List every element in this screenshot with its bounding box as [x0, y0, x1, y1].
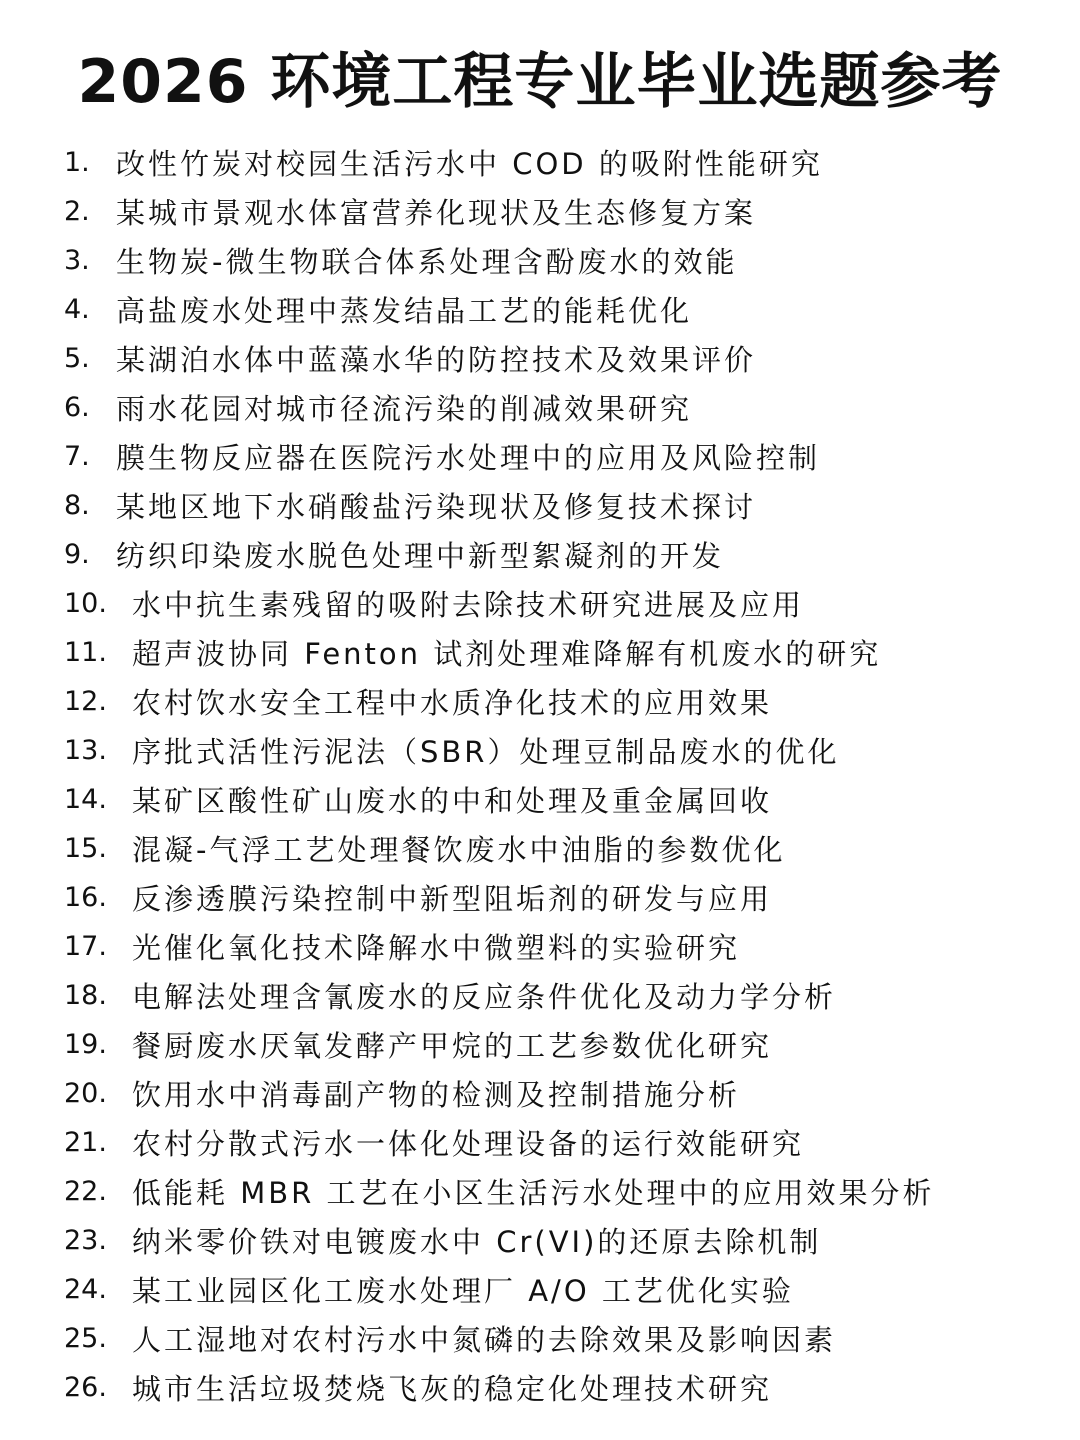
item-number: 9.: [64, 539, 90, 570]
list-item: [64, 285, 1024, 334]
page-title: 2026 环境工程专业毕业选题参考: [77, 47, 1003, 117]
item-text: 高盐废水处理中蒸发结晶工艺的能耗优化: [116, 294, 693, 328]
item-number: 18.: [64, 980, 107, 1011]
item-text: 膜生物反应器在医院污水处理中的应用及风险控制: [116, 441, 821, 475]
list-item: [64, 1363, 1024, 1412]
list-item: [64, 236, 1024, 285]
item-text: 纳米零价铁对电镀废水中 Cr(VI)的还原去除机制: [132, 1225, 822, 1259]
item-number: 13.: [64, 735, 107, 766]
item-text: 饮用水中消毒副产物的检测及控制措施分析: [132, 1078, 741, 1112]
item-number: 21.: [64, 1127, 107, 1158]
list-item: [64, 187, 1024, 236]
list-item: [64, 1216, 1024, 1265]
item-text: 农村饮水安全工程中水质净化技术的应用效果: [132, 686, 773, 720]
list-item: [64, 726, 1024, 775]
item-number: 1.: [64, 147, 90, 178]
item-text: 混凝-气浮工艺处理餐饮废水中油脂的参数优化: [132, 833, 786, 867]
list-item: [64, 824, 1024, 873]
list-item: [64, 138, 1024, 187]
list-item: [64, 1167, 1024, 1216]
list-item: [64, 579, 1024, 628]
item-text: 某矿区酸性矿山废水的中和处理及重金属回收: [132, 784, 773, 818]
item-number: 17.: [64, 931, 107, 962]
list-item: [64, 1314, 1024, 1363]
list-item: [64, 1265, 1024, 1314]
item-text: 电解法处理含氰废水的反应条件优化及动力学分析: [132, 980, 837, 1014]
item-text: 生物炭-微生物联合体系处理含酚废水的效能: [116, 245, 738, 279]
item-number: 26.: [64, 1372, 107, 1403]
item-number: 14.: [64, 784, 107, 815]
list-item: [64, 1069, 1024, 1118]
list-item: [64, 1118, 1024, 1167]
list-item: [64, 530, 1024, 579]
item-text: 反渗透膜污染控制中新型阻垢剂的研发与应用: [132, 882, 773, 916]
topic-list: [64, 138, 1024, 1412]
item-number: 4.: [64, 294, 90, 325]
item-text: 序批式活性污泥法（SBR）处理豆制品废水的优化: [132, 735, 840, 769]
item-text: 某湖泊水体中蓝藻水华的防控技术及效果评价: [116, 343, 757, 377]
item-text: 人工湿地对农村污水中氮磷的去除效果及影响因素: [132, 1323, 837, 1357]
item-number: 12.: [64, 686, 107, 717]
item-text: 超声波协同 Fenton 试剂处理难降解有机废水的研究: [132, 637, 882, 671]
item-text: 农村分散式污水一体化处理设备的运行效能研究: [132, 1127, 805, 1161]
item-number: 20.: [64, 1078, 107, 1109]
list-item: [64, 922, 1024, 971]
item-text: 光催化氧化技术降解水中微塑料的实验研究: [132, 931, 741, 965]
list-item: [64, 628, 1024, 677]
item-text: 纺织印染废水脱色处理中新型絮凝剂的开发: [116, 539, 725, 573]
item-text: 某工业园区化工废水处理厂 A/O 工艺优化实验: [132, 1274, 794, 1308]
item-number: 3.: [64, 245, 90, 276]
item-text: 餐厨废水厌氧发酵产甲烷的工艺参数优化研究: [132, 1029, 773, 1063]
item-number: 19.: [64, 1029, 107, 1060]
item-number: 10.: [64, 588, 107, 619]
list-item: [64, 481, 1024, 530]
list-item: [64, 971, 1024, 1020]
item-number: 23.: [64, 1225, 107, 1256]
item-text: 雨水花园对城市径流污染的削减效果研究: [116, 392, 693, 426]
list-item: [64, 677, 1024, 726]
list-item: [64, 383, 1024, 432]
item-text: 低能耗 MBR 工艺在小区生活污水处理中的应用效果分析: [132, 1176, 935, 1210]
item-text: 水中抗生素残留的吸附去除技术研究进展及应用: [132, 588, 805, 622]
item-number: 7.: [64, 441, 90, 472]
item-number: 6.: [64, 392, 90, 423]
item-text: 城市生活垃圾焚烧飞灰的稳定化处理技术研究: [132, 1372, 773, 1406]
item-number: 11.: [64, 637, 107, 668]
list-item: [64, 873, 1024, 922]
item-number: 22.: [64, 1176, 107, 1207]
item-number: 5.: [64, 343, 90, 374]
item-text: 某城市景观水体富营养化现状及生态修复方案: [116, 196, 757, 230]
item-number: 2.: [64, 196, 90, 227]
item-number: 24.: [64, 1274, 107, 1305]
list-item: [64, 334, 1024, 383]
list-item: [64, 432, 1024, 481]
item-number: 8.: [64, 490, 90, 521]
list-item: [64, 775, 1024, 824]
list-item: [64, 1020, 1024, 1069]
item-text: 某地区地下水硝酸盐污染现状及修复技术探讨: [116, 490, 757, 524]
item-number: 15.: [64, 833, 107, 864]
item-text: 改性竹炭对校园生活污水中 COD 的吸附性能研究: [116, 147, 823, 181]
item-number: 25.: [64, 1323, 107, 1354]
item-number: 16.: [64, 882, 107, 913]
